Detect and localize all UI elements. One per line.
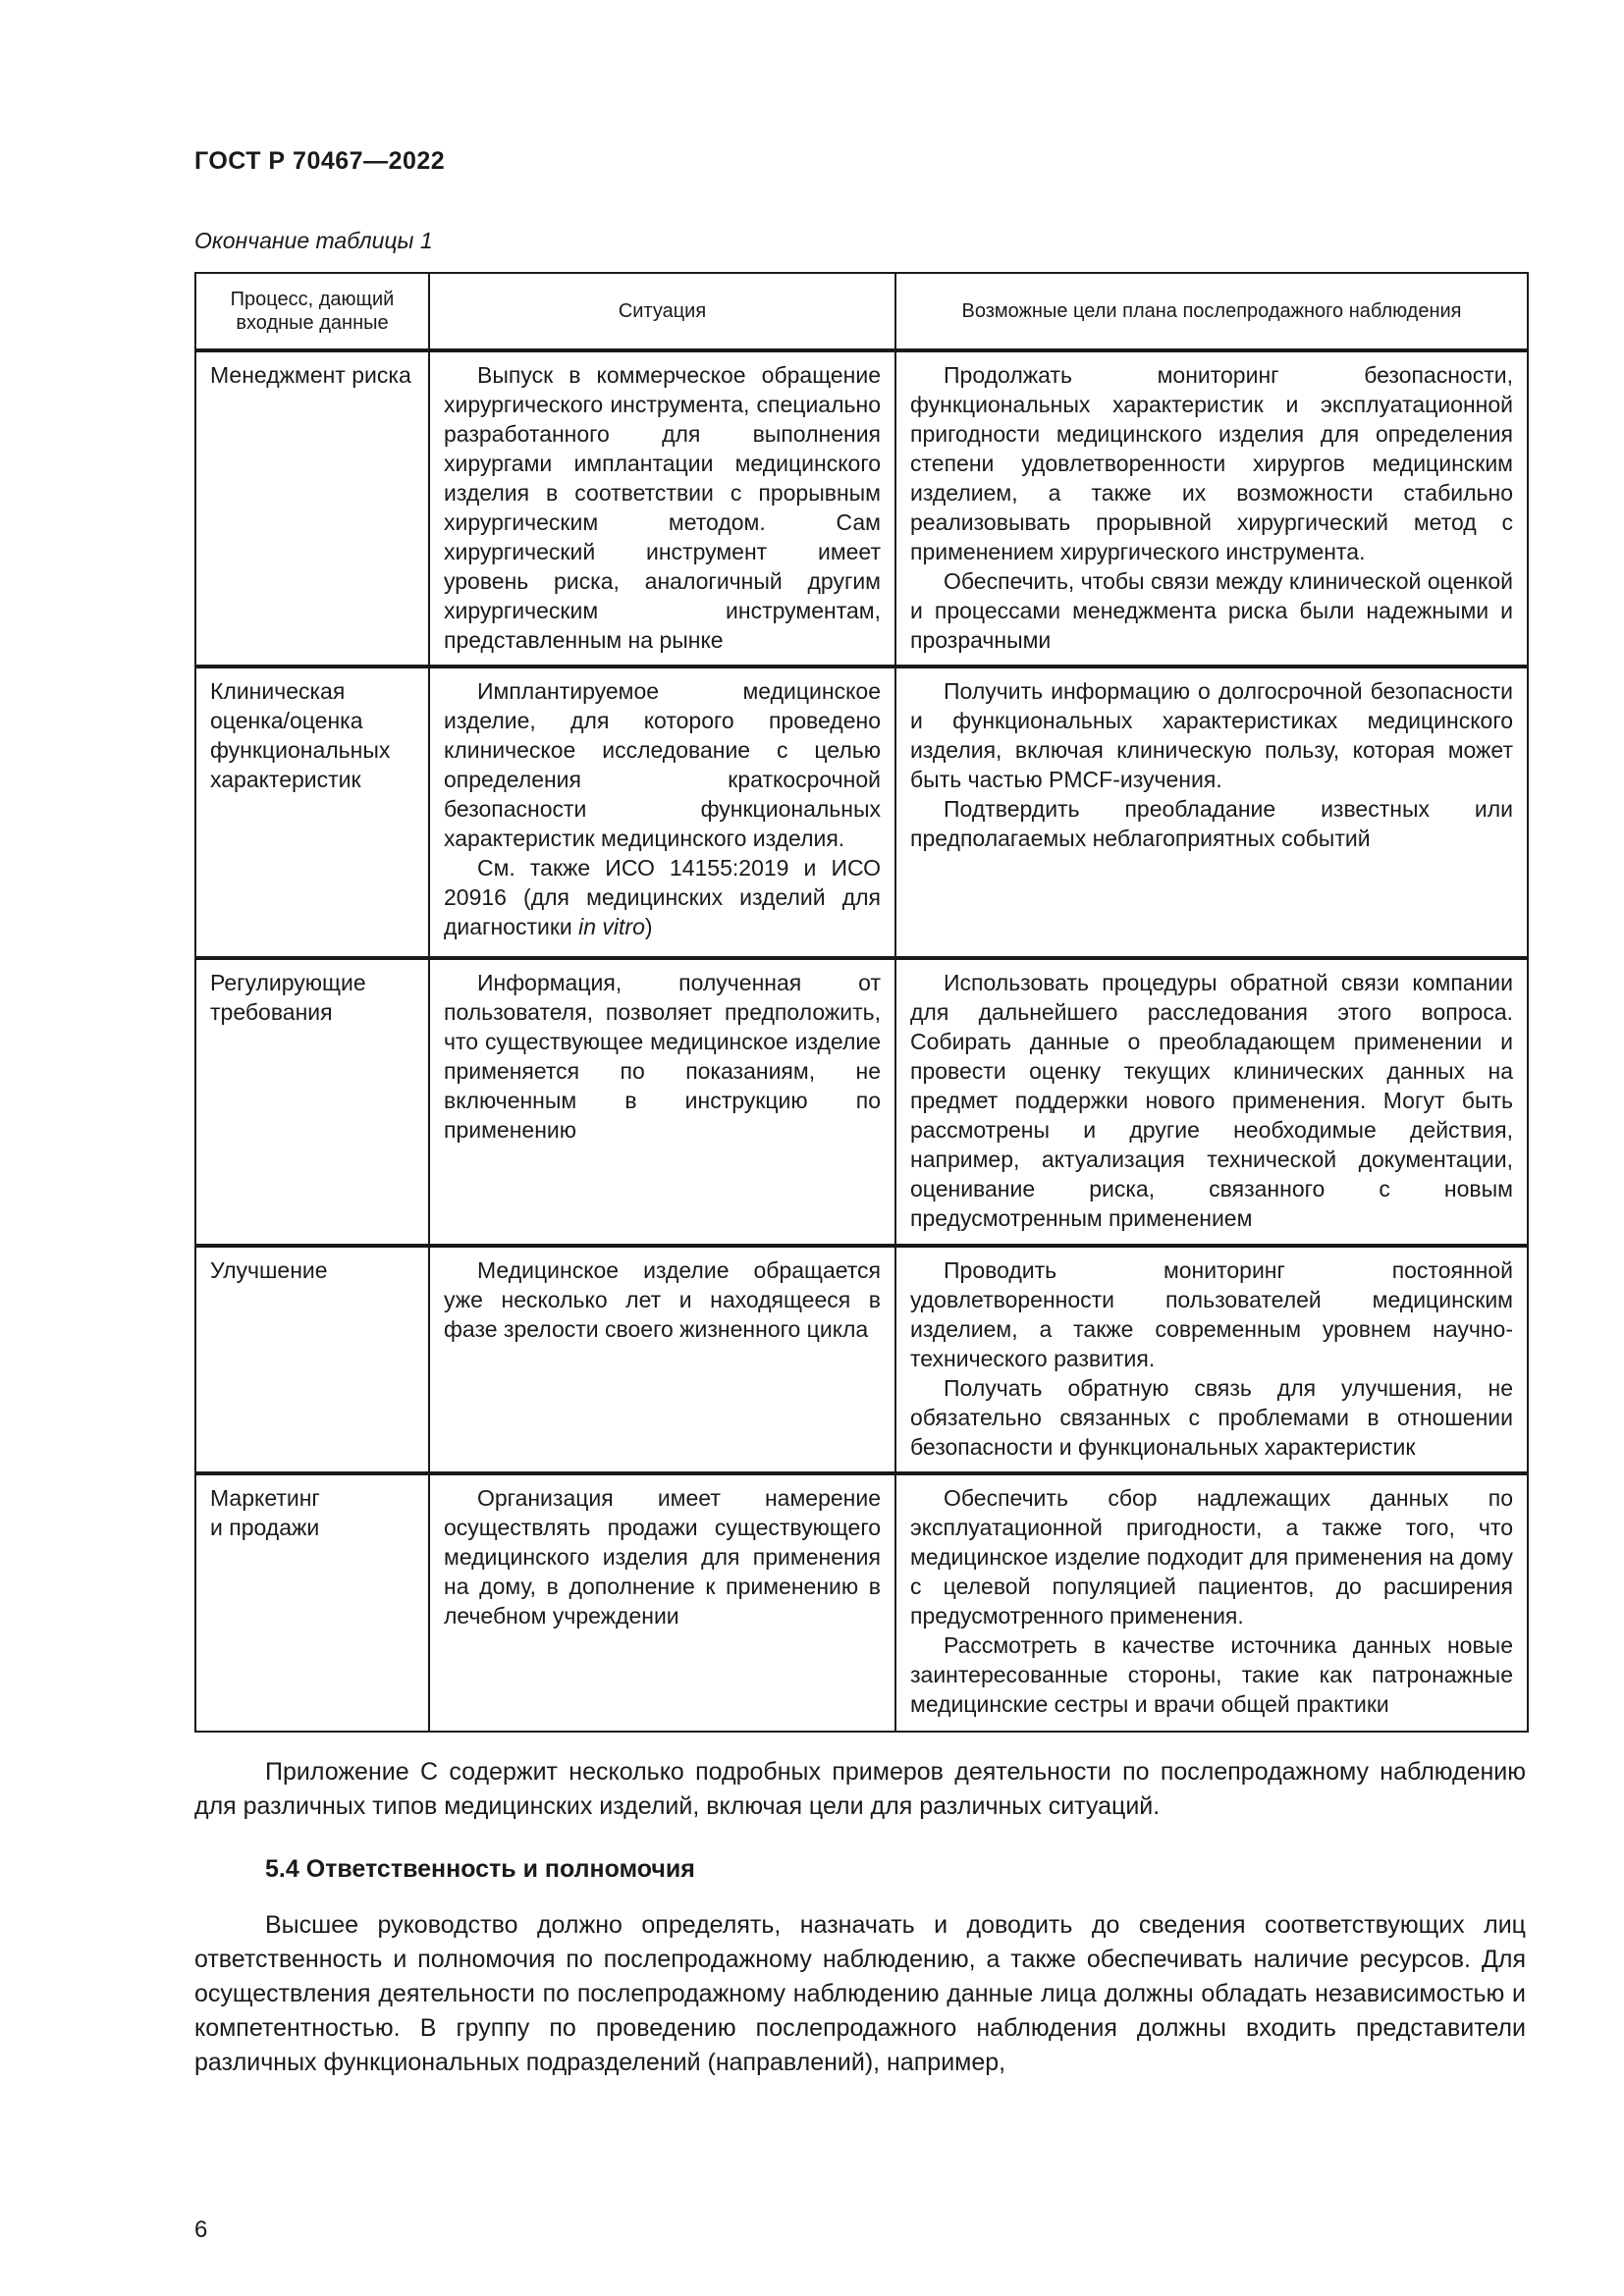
goals-cell — [895, 958, 1528, 1246]
situation-text: Медицинское изделие обращается уже несколько лет и находящееся в фазе зрелости своего жизненного цикла — [444, 1257, 881, 1342]
goal-text: Рассмотреть в качестве источника данных новые заинтересованные стороны, такие как патронажные медицинские сестры и врачи общей практики — [910, 1632, 1513, 1717]
situation-cell — [429, 958, 895, 1246]
goals-cell — [895, 1246, 1528, 1473]
situation-cell — [429, 1246, 895, 1473]
table-caption: Окончание таблицы 1 — [194, 228, 433, 253]
goal-text: Получить информацию о долгосрочной безопасности и функциональных характеристиках медицинского изделия, включая клиническую пользу, которая может быть частью PMCF-изучения. — [910, 678, 1513, 792]
annex-paragraph: Приложение С содержит несколько подробных примеров деятельности по послепродажному наблюдению для различных типов медицинских изделий, включая цели для различных ситуаций. — [194, 1758, 1526, 1820]
goal-text: Обеспечить, чтобы связи между клинической оценкой и процессами менеджмента риска были надежными и прозрачными — [910, 568, 1513, 653]
page-number: 6 — [194, 2216, 208, 2243]
goal-text: Обеспечить сбор надлежащих данных по эксплуатационной пригодности, а также того, что медицинское изделие подходит для применения на дому с целевой популяцией пациентов, до расширения предусмотренного применения. — [910, 1485, 1513, 1629]
situation-text: Выпуск в коммерческое обращение хирургического инструмента, специально разработанного для выполнения хирургами имплантации медицинского изделия в соответствии с прорывным хирургическим методом. Сам хирургический инструмент имеет уровень риска, аналогичный другим хирургическим инструментам, представленным на рынке — [444, 362, 881, 653]
goal-text: Использовать процедуры обратной связи компании для дальнейшего расследования этого вопроса. Собирать данные о преобладающем применении и провести оценку текущих клинических данных на предмет поддержки нового применения. Могут быть рассмотрены и другие необходимые действия, например, актуализация технической документации, оценивание риска, связанного с новым предусмотренным применением — [910, 970, 1513, 1231]
goals-table — [194, 272, 1529, 1733]
situation-text: Информация, полученная от пользователя, позволяет предположить, что существующее медицинское изделие применяется по показаниям, не включенным в инструкцию по применению — [444, 970, 881, 1143]
situation-cell — [429, 667, 895, 958]
situation-cell — [429, 1473, 895, 1732]
table-row — [195, 350, 1528, 667]
table-header-row — [195, 273, 1528, 350]
goal-text: Проводить мониторинг постоянной удовлетворенности пользователей медицинским изделием, а также современным уровнем научно-технического развития. — [910, 1257, 1513, 1371]
situation-text: См. также ИСО 14155:2019 и ИСО 20916 (для медицинских изделий для диагностики in vitro) — [444, 855, 881, 939]
section-heading: 5.4 Ответственность и полномочия — [265, 1855, 695, 1883]
situation-cell — [429, 350, 895, 667]
process-text: и продажи — [210, 1515, 320, 1540]
situation-text: Организация имеет намерение осуществлять продажи существующего медицинского изделия для применения на дому, в дополнение к применению в лечебном учреждении — [444, 1485, 881, 1629]
column-header-situation: Ситуация — [429, 273, 895, 350]
situation-text: Имплантируемое медицинское изделие, для которого проведено клиническое исследование с целью определения краткосрочной безопасности функциональных характеристик медицинского изделия. — [444, 678, 881, 851]
table-row — [195, 1246, 1528, 1473]
process-text: Регулирующие требования — [210, 970, 366, 1025]
process-cell — [195, 1246, 429, 1473]
table-row — [195, 958, 1528, 1246]
process-cell — [195, 1473, 429, 1732]
goals-cell — [895, 350, 1528, 667]
section-paragraph: Высшее руководство должно определять, назначать и доводить до сведения соответствующих лиц ответственность и полномочия по послепродажному наблюдению, а также обеспечивать наличие ресурсов. Для осуществления деятельности по послепродажному наблюдению данные лица должны обладать независимостью и компетентностью. В группу по проведению послепродажного наблюдения должны входить представители различных функциональных подразделений (направлений), например, — [194, 1911, 1526, 2076]
column-header-process: Процесс, дающий входные данные — [195, 273, 429, 350]
process-cell — [195, 958, 429, 1246]
goal-text: Продолжать мониторинг безопасности, функциональных характеристик и эксплуатационной пригодности медицинского изделия для определения степени удовлетворенности хирургов медицинским изделием, а также их возможности стабильно реализовывать прорывной хирургический метод с применением хирургического инструмента. — [910, 362, 1513, 564]
goal-text: Получать обратную связь для улучшения, не обязательно связанных с проблемами в отношении безопасности и функциональных характеристик — [910, 1375, 1513, 1460]
process-text: Улучшение — [210, 1257, 328, 1283]
table-row — [195, 667, 1528, 958]
table-row — [195, 1473, 1528, 1732]
process-text: Менеджмент риска — [210, 362, 411, 388]
goals-cell — [895, 1473, 1528, 1732]
process-cell — [195, 667, 429, 958]
goal-text: Подтвердить преобладание известных или предполагаемых неблагоприятных событий — [910, 796, 1513, 851]
process-text: Маркетинг — [210, 1485, 320, 1511]
goals-cell — [895, 667, 1528, 958]
column-header-goals: Возможные цели плана послепродажного наблюдения — [895, 273, 1528, 350]
process-cell — [195, 350, 429, 667]
document-standard-id: ГОСТ Р 70467—2022 — [194, 147, 446, 175]
process-text: Клиническая оценка/оценка функциональных характеристик — [210, 678, 391, 792]
